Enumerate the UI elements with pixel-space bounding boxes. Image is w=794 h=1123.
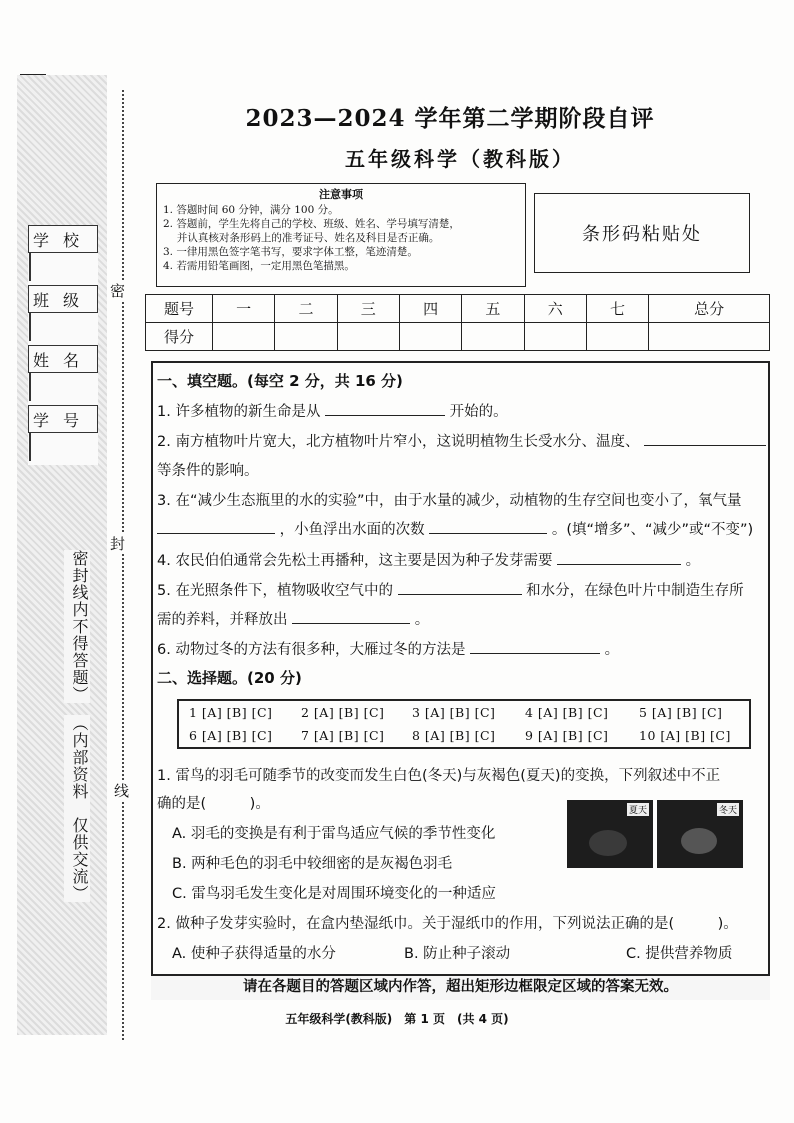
section1-heading: 一、填空题。(每空 2 分，共 16 分)	[157, 372, 403, 390]
page-footer: 五年级科学(教科版) 第 1 页 (共 4 页)	[285, 1012, 509, 1026]
name-field[interactable]	[29, 373, 31, 401]
question-2	[157, 430, 766, 451]
q5-text: 5. 在光照条件下，植物吸收空气中的	[157, 583, 393, 599]
ptarmigan-summer-image	[567, 800, 653, 868]
answer-area-warning: 请在各题目的答题区域内作答，超出矩形边框限定区域的答案无效。	[151, 974, 770, 1000]
mc-question-1: 1. 雷鸟的羽毛可随季节的改变而发生白色(冬天)与灰褐色(夏天)的变换，下列叙述中不正	[157, 768, 721, 784]
q4-text-end: 。	[685, 553, 701, 569]
exam-title: 2023—2024 学年第二学期阶段自评	[245, 105, 655, 132]
q6-text-end: 。	[604, 642, 620, 658]
mc-question-1-cont: 确的是( )。	[157, 796, 270, 812]
q6-text: 6. 动物过冬的方法有很多种，大雁过冬的方法是	[157, 642, 466, 658]
mc-q1-option-a: A. 羽毛的变换是有利于雷鸟适应气候的季节性变化	[172, 826, 496, 842]
score-col: 一	[213, 295, 275, 323]
score-cell[interactable]	[213, 323, 275, 351]
notice-item: 并认真核对条形码上的准考证号、姓名及科目是否正确。	[163, 232, 440, 244]
q5-text-cont: 需的养料，并释放出	[157, 612, 288, 628]
seal-char-xian: 线	[114, 782, 130, 800]
question-2-cont: 等条件的影响。	[157, 463, 259, 479]
q4-text: 4. 农民伯伯通常会先松土再播种，这主要是因为种子发芽需要	[157, 553, 553, 569]
school-field[interactable]	[29, 253, 31, 281]
score-cell[interactable]	[399, 323, 461, 351]
q3-text-end: 。(填“增多”、“减少”或“不变”)	[551, 522, 754, 538]
question-6	[157, 638, 619, 659]
mc-q1-option-b: B. 两种毛色的羽毛中较细密的是灰褐色羽毛	[172, 856, 453, 872]
choice-row-3[interactable]: 3 [A] [B] [C]	[412, 705, 496, 720]
q5-text-mid: 和水分，在绿色叶片中制造生存所	[526, 583, 744, 599]
score-cell[interactable]	[586, 323, 648, 351]
score-cell[interactable]	[337, 323, 399, 351]
notice-box	[156, 183, 526, 287]
choice-row-1[interactable]: 1 [A] [B] [C]	[189, 705, 273, 720]
question-4	[157, 549, 700, 570]
score-cell[interactable]	[524, 323, 586, 351]
score-row-label: 题号	[146, 295, 213, 323]
notice-item: 3. 一律用黑色签字笔书写，要求字体工整，笔迹清楚。	[163, 246, 418, 258]
score-cell[interactable]	[462, 323, 524, 351]
school-label: 学校	[29, 226, 98, 253]
ptarmigan-winter-image	[657, 800, 743, 868]
mc-q2-option-a: A. 使种子获得适量的水分	[172, 946, 336, 962]
score-col: 二	[275, 295, 337, 323]
choice-row-7[interactable]: 7 [A] [B] [C]	[301, 728, 385, 743]
question-3-cont	[157, 518, 753, 539]
answer-blank[interactable]	[470, 639, 600, 654]
q3-text: ，小鱼浮出水面的次数	[279, 522, 425, 538]
score-col: 六	[524, 295, 586, 323]
answer-blank[interactable]	[429, 519, 547, 534]
q2-text: 2. 南方植物叶片宽大，北方植物叶片窄小，这说明植物生长受水分、温度、	[157, 434, 640, 450]
answer-blank[interactable]	[644, 431, 766, 446]
question-3: 3. 在“减少生态瓶里的水的实验”中，由于水量的减少，动植物的生存空间也变小了，氧气量	[157, 493, 742, 509]
score-col: 五	[462, 295, 524, 323]
seal-char-feng: 封	[110, 535, 126, 553]
number-field[interactable]	[29, 433, 31, 461]
choice-row-4[interactable]: 4 [A] [B] [C]	[525, 705, 609, 720]
question-1	[157, 400, 508, 421]
answer-blank[interactable]	[157, 519, 275, 534]
mc-q2-option-b: B. 防止种子滚动	[404, 946, 511, 962]
barcode-label: 条形码粘贴处	[582, 224, 702, 245]
section2-heading: 二、选择题。(20 分)	[157, 669, 302, 687]
winter-label: 冬天	[717, 803, 739, 816]
class-label: 班级	[29, 286, 98, 313]
notice-title: 注意事项	[319, 188, 363, 201]
mc-q1-option-c: C. 雷鸟羽毛发生变化是对周围环境变化的一种适应	[172, 886, 496, 902]
mc-question-2: 2. 做种子发芽实验时，在盒内垫湿纸巾。关于湿纸巾的作用，下列说法正确的是( )。	[157, 916, 738, 932]
score-cell[interactable]	[275, 323, 337, 351]
q5-text-end: 。	[414, 612, 430, 628]
barcode-area	[534, 193, 750, 273]
answer-blank[interactable]	[292, 609, 410, 624]
choice-row-9[interactable]: 9 [A] [B] [C]	[525, 728, 609, 743]
seal-char-mi: 密	[110, 282, 126, 300]
answer-blank[interactable]	[325, 401, 445, 416]
score-col: 四	[399, 295, 461, 323]
choice-row-5[interactable]: 5 [A] [B] [C]	[639, 705, 723, 720]
mc-q2-option-c: C. 提供营养物质	[626, 946, 733, 962]
score-row-label: 得分	[146, 323, 213, 351]
answer-bubble-sheet	[177, 699, 751, 749]
choice-row-8[interactable]: 8 [A] [B] [C]	[412, 728, 496, 743]
q1-text: 1. 许多植物的新生命是从	[157, 404, 321, 420]
binding-strip	[17, 75, 107, 1035]
notice-item: 2. 答题前，学生先将自己的学校、班级、姓名、学号填写清楚，	[163, 218, 460, 230]
answer-blank[interactable]	[557, 550, 681, 565]
score-col: 七	[586, 295, 648, 323]
name-label: 姓名	[29, 346, 98, 373]
summer-label: 夏天	[627, 803, 649, 816]
notice-item: 4. 若需用铅笔画图，一定用黑色笔描黑。	[163, 260, 355, 272]
notice-item: 1. 答题时间 60 分钟，满分 100 分。	[163, 204, 339, 216]
score-col: 总分	[649, 295, 770, 323]
seal-line	[122, 90, 124, 1040]
score-cell[interactable]	[649, 323, 770, 351]
question-5	[157, 579, 744, 600]
q1-text-end: 开始的。	[449, 404, 508, 420]
score-table	[145, 294, 770, 351]
answer-blank[interactable]	[398, 580, 522, 595]
choice-row-10[interactable]: 10 [A] [B] [C]	[639, 728, 731, 743]
student-info-table	[28, 225, 98, 465]
number-label: 学号	[29, 406, 98, 433]
score-col: 三	[337, 295, 399, 323]
choice-row-2[interactable]: 2 [A] [B] [C]	[301, 705, 385, 720]
choice-row-6[interactable]: 6 [A] [B] [C]	[189, 728, 273, 743]
internal-note: （内部资料 仅供交流）	[64, 715, 90, 902]
question-5-cont	[157, 608, 429, 629]
seal-note: 密封线内不得答题）	[64, 550, 90, 703]
class-field[interactable]	[29, 313, 31, 341]
exam-subtitle: 五年级科学（教科版）	[345, 147, 575, 171]
